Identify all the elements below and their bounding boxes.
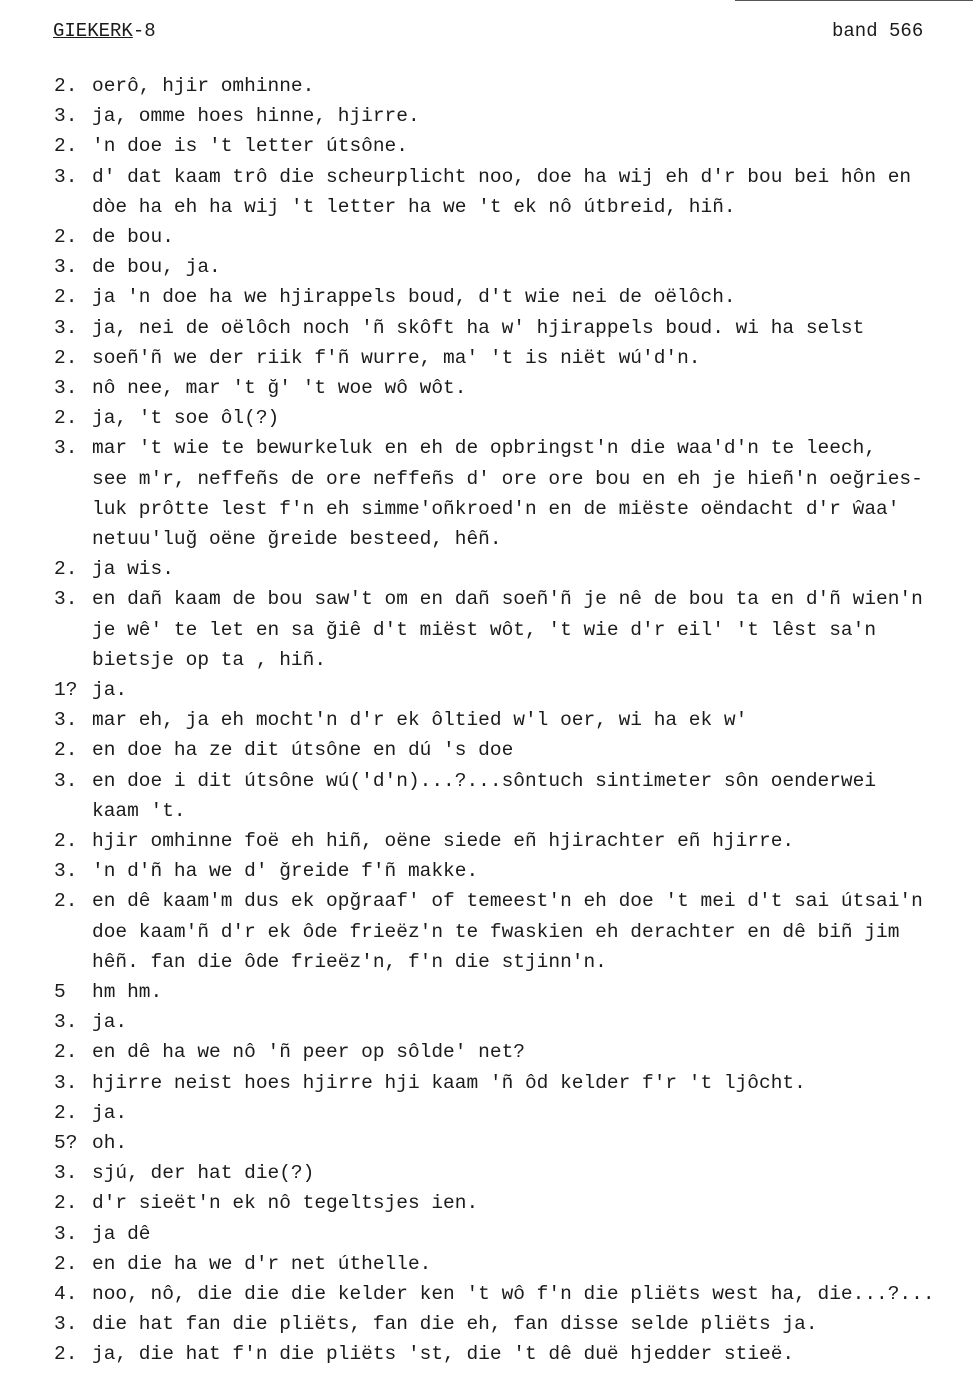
speaker-number: 2. [54, 1192, 78, 1215]
transcript-line-continuation [92, 467, 923, 491]
transcript-line [54, 285, 736, 309]
transcript-line [54, 376, 466, 400]
transcript-line [54, 255, 221, 279]
utterance-text: bietsje op ta , hiñ. [92, 648, 327, 671]
transcript-line [54, 678, 127, 702]
speaker-number: 3. [54, 1222, 78, 1245]
top-rule [735, 0, 973, 1]
transcript-line [54, 104, 420, 128]
band-number: band 566 [832, 20, 924, 42]
utterance-text: kaam 't. [92, 799, 186, 822]
speaker-number: 3. [54, 1313, 78, 1336]
utterance-text: die hat fan die pliëts, fan die eh, fan disse selde pliëts ja. [92, 1313, 818, 1336]
transcript-line [54, 1222, 151, 1246]
speaker-number: 2. [54, 226, 78, 248]
utterance-text: hjir omhinne foë eh hiñ, oëne siede eñ hjirachter eñ hjirre. [92, 830, 795, 852]
transcript-line [54, 436, 876, 460]
utterance-text: de bou, ja. [92, 256, 221, 279]
transcript-line [54, 769, 876, 793]
speaker-number: 3. [54, 1162, 78, 1185]
utterance-text: en dê kaam'm dus ek opğraaf' of temeest'n eh doe 't mei d't sai útsai'n [92, 890, 923, 913]
transcript-line [54, 889, 923, 913]
utterance-text: hjirre neist hoes hjirre hji kaam 'ñ ôd kelder f'r 't ljôcht. [92, 1071, 806, 1094]
transcript-line [54, 859, 478, 883]
speaker-number: 2. [54, 407, 78, 430]
utterance-text: noo, nô, die die die kelder ken 't wô f'n die pliëts west ha, die...?... [92, 1283, 935, 1305]
location-label: GIEKERK [53, 20, 133, 42]
utterance-text: en doe i dit útsône wú('d'n)...?...sôntuch sintimeter sôn oenderwei [92, 769, 877, 792]
transcript-line [54, 1282, 935, 1306]
utterance-text: sjú, der hat die(?) [92, 1162, 315, 1185]
speaker-number: 3. [54, 769, 78, 792]
header-location [53, 20, 156, 42]
transcript-line [54, 557, 174, 581]
speaker-number: 3. [54, 316, 78, 339]
speaker-number: 2. [54, 739, 78, 762]
transcript-line-continuation [92, 950, 607, 974]
speaker-number: 2. [54, 346, 78, 369]
transcript-line-continuation [92, 618, 876, 642]
speaker-number: 3. [54, 256, 78, 279]
utterance-text: mar 't wie te bewurkeluk en eh de opbringst'n die waa'd'n te leech, [92, 437, 877, 460]
transcript-line [54, 1131, 127, 1155]
speaker-number: 3. [54, 165, 78, 188]
transcript-line-continuation [92, 195, 736, 219]
utterance-text: 'n doe is 't letter útsône. [92, 135, 408, 158]
speaker-number: 2. [54, 1252, 78, 1275]
speaker-number: 2. [54, 135, 78, 158]
transcript-line-continuation [92, 648, 326, 672]
transcript-line [54, 829, 794, 853]
utterance-text: mar eh, ja eh mocht'n d'r ek ôltied w'l oer, wi ha ek w' [92, 709, 748, 732]
utterance-text: ja 'n doe ha we hjirappels boud, d't wie nei de oëlôch. [92, 286, 736, 309]
transcript-line [54, 74, 314, 98]
transcript-line [54, 708, 747, 732]
transcript-line [54, 316, 864, 340]
utterance-text: ja, 't soe ôl(?) [92, 407, 280, 430]
speaker-number: 2. [54, 830, 78, 852]
speaker-number: 2. [54, 558, 78, 581]
utterance-text: ja wis. [92, 558, 174, 581]
utterance-text: 'n d'ñ ha we d' ğreide f'ñ makke. [92, 860, 479, 883]
transcript-line [54, 1252, 431, 1276]
speaker-number: 2. [54, 1041, 78, 1064]
transcript-line [54, 980, 162, 1004]
utterance-text: ja dê [92, 1222, 151, 1245]
speaker-number: 3. [54, 709, 78, 732]
transcript-line [54, 1161, 314, 1185]
transcript-line [54, 1101, 127, 1125]
speaker-number: 5 [54, 981, 66, 1003]
transcript-line [54, 1010, 127, 1034]
speaker-number: 3. [54, 588, 78, 611]
speaker-number: 2. [54, 75, 78, 97]
utterance-text: ja. [92, 1011, 128, 1034]
transcript-line-continuation [92, 497, 899, 521]
speaker-number: 2. [54, 1343, 78, 1366]
utterance-text: en doe ha ze dit útsône en dú 's doe [92, 739, 514, 762]
utterance-text: en dê ha we nô 'ñ peer op sôlde' net? [92, 1041, 525, 1064]
transcript-line [54, 346, 701, 370]
speaker-number: 3. [54, 437, 78, 460]
transcript-line [54, 225, 174, 249]
utterance-text: oerô, hjir omhinne. [92, 75, 315, 97]
transcript-line [54, 1071, 806, 1095]
utterance-text: d'r sieët'n ek nô tegeltsjes ien. [92, 1192, 479, 1215]
transcript-line-continuation [92, 799, 186, 823]
speaker-number: 1? [54, 679, 78, 701]
speaker-number: 2. [54, 1101, 78, 1124]
utterance-text: doe kaam'ñ d'r ek ôde frieëz'n te fwaskien eh derachter en dê biñ jim [92, 920, 900, 943]
transcript-line-continuation [92, 920, 899, 944]
transcript-line-continuation [92, 527, 502, 551]
utterance-text: ja. [92, 679, 128, 701]
utterance-text: en die ha we d'r net úthelle. [92, 1252, 432, 1275]
transcript-line [54, 165, 911, 189]
page-suffix: -8 [132, 20, 156, 42]
utterance-text: hm hm. [92, 981, 163, 1003]
speaker-number: 2. [54, 890, 78, 913]
utterance-text: nô nee, mar 't ğ' 't woe wô wôt. [92, 377, 467, 399]
utterance-text: hêñ. fan die ôde frieëz'n, f'n die stjinn'n. [92, 950, 607, 973]
utterance-text: oh. [92, 1132, 128, 1154]
transcript-line [54, 1342, 794, 1366]
utterance-text: soeñ'ñ we der riik f'ñ wurre, ma' 't is niët wú'd'n. [92, 346, 701, 369]
transcript-line [54, 406, 279, 430]
speaker-number: 5? [54, 1132, 78, 1154]
utterance-text: netuu'luğ oëne ğreide besteed, hêñ. [92, 528, 502, 550]
transcript-line [54, 134, 408, 158]
speaker-number: 4. [54, 1283, 78, 1305]
utterance-text: ja, nei de oëlôch noch 'ñ skôft ha w' hjirappels boud. wi ha selst [92, 316, 865, 339]
transcript-line [54, 1312, 818, 1336]
utterance-text: d' dat kaam trô die scheurplicht noo, doe ha wij eh d'r bou bei hôn en [92, 165, 912, 188]
speaker-number: 3. [54, 105, 78, 128]
utterance-text: ja, omme hoes hinne, hjirre. [92, 105, 420, 128]
transcript-line [54, 1191, 478, 1215]
utterance-text: en dañ kaam de bou saw't om en dañ soeñ'ñ je nê de bou ta en d'ñ wien'n [92, 588, 923, 611]
utterance-text: de bou. [92, 226, 174, 248]
utterance-text: je wê' te let en sa ğiê d't miëst wôt, 't wie d'r eil' 't lêst sa'n [92, 618, 877, 641]
speaker-number: 3. [54, 1071, 78, 1094]
utterance-text: see m'r, neffeñs de ore neffeñs d' ore ore bou en eh je hieñ'n oeğries- [92, 467, 923, 490]
speaker-number: 3. [54, 377, 78, 399]
transcript-line [54, 587, 923, 611]
transcript-line [54, 1040, 525, 1064]
transcript-line [54, 738, 513, 762]
speaker-number: 3. [54, 860, 78, 883]
speaker-number: 2. [54, 286, 78, 309]
speaker-number: 3. [54, 1011, 78, 1034]
utterance-text: ja. [92, 1101, 128, 1124]
utterance-text: luk prôtte lest f'n eh simme'oñkroed'n en de miëste oëndacht d'r ŵaa' [92, 497, 900, 520]
utterance-text: ja, die hat f'n die pliëts 'st, die 't dê duë hjedder stieë. [92, 1343, 795, 1366]
utterance-text: dòe ha eh ha wij 't letter ha we 't ek nô útbreid, hiñ. [92, 195, 736, 218]
